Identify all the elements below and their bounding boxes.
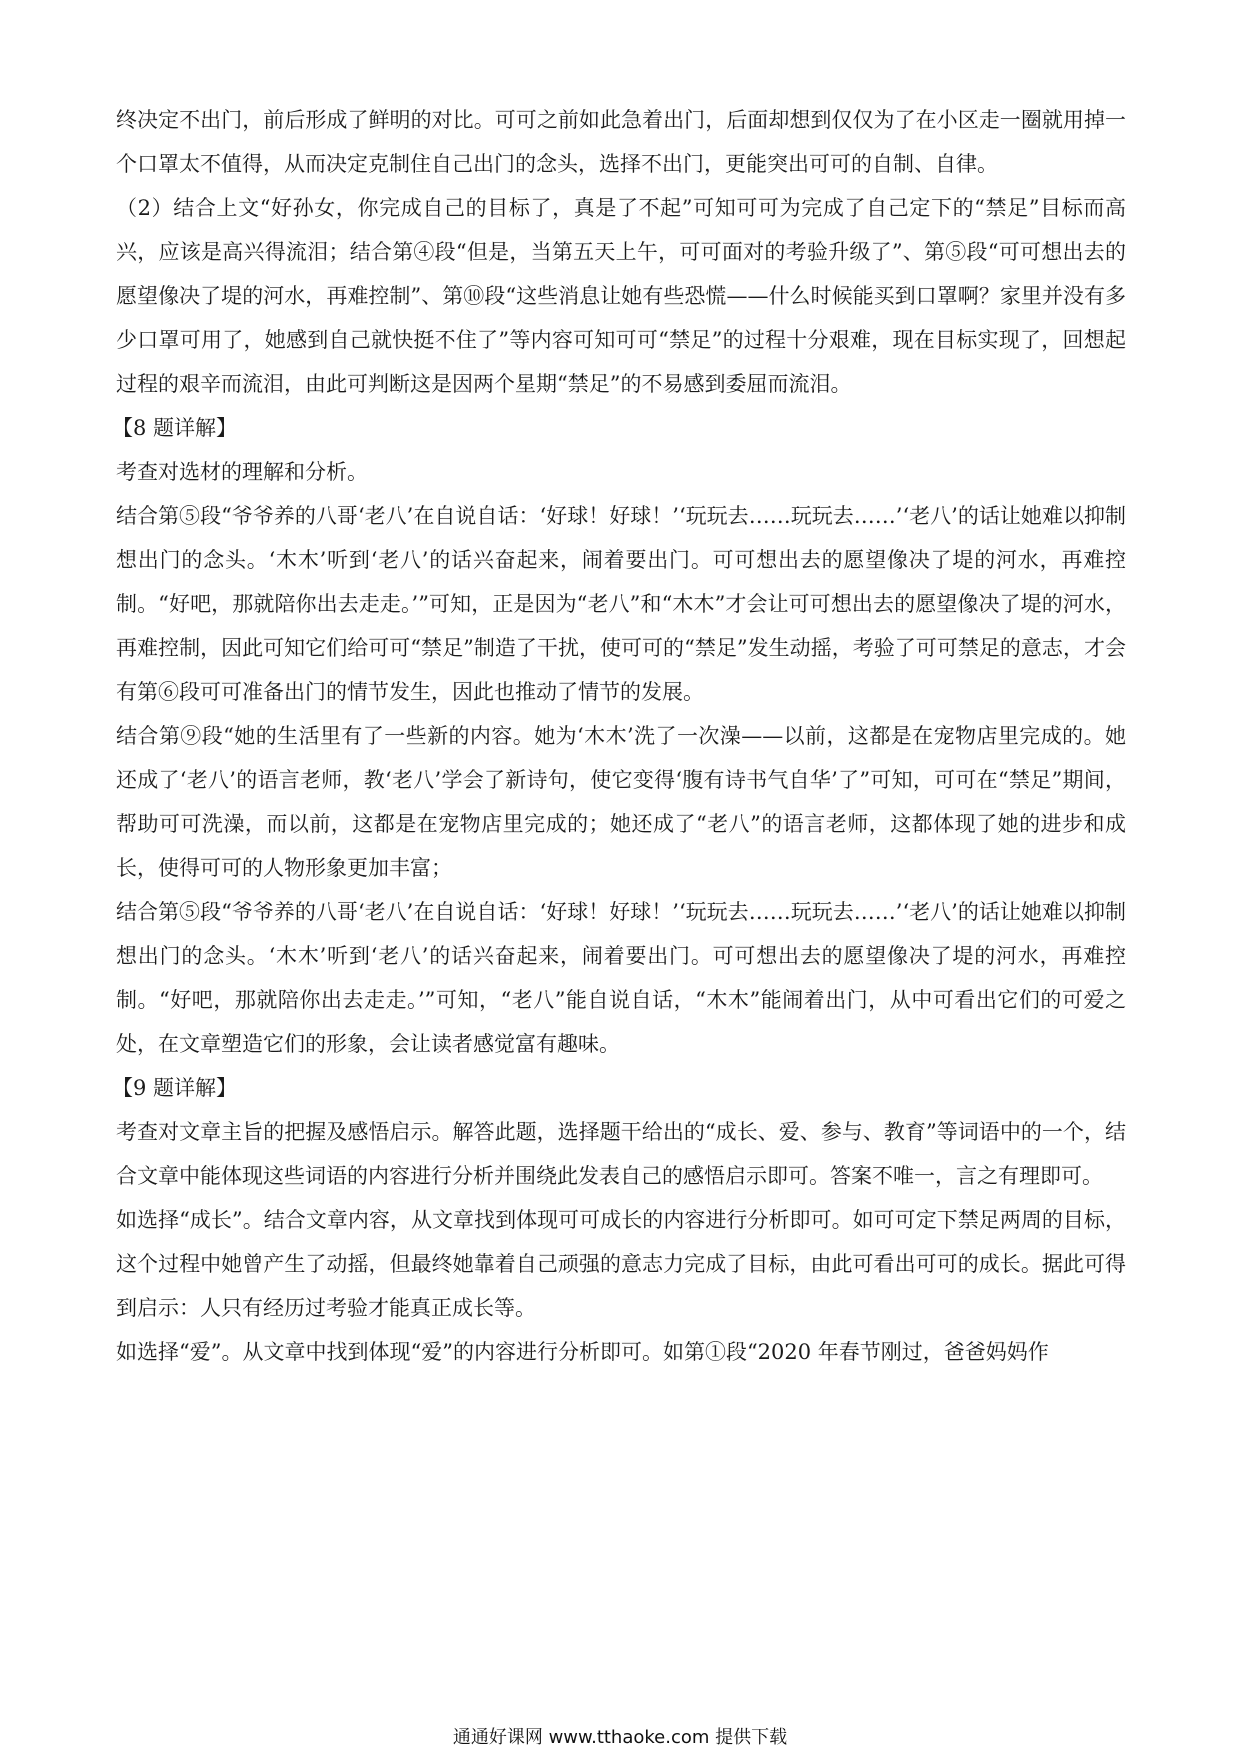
paragraph-7: 考查对文章主旨的把握及感悟启示。解答此题，选择题干给出的“成长、爱、参与、教育”等词语中的一个，结合文章中能体现这些词语的内容进行分析并围绕此发表自己的感悟启示即可。答案不唯一，言之有理即可。 bbox=[116, 1120, 1126, 1188]
paragraph-5: 结合第⑨段“她的生活里有了一些新的内容。她为‘木木’洗了一次澡——以前，这都是在宠物店里完成的。她还成了‘老八’的语言老师，教‘老八’学会了新诗句，使它变得‘腹有诗书气自华’了”可知，可可在“禁足”期间，帮助可可洗澡，而以前，这都是在宠物店里完成的；她还成了“老八”的语言老师，这都体现了她的进步和成长，使得可可的人物形象更加丰富； bbox=[116, 724, 1126, 880]
paragraph-6: 结合第⑤段“爷爷养的八哥‘老八’在自说自话：‘好球！好球！’‘玩玩去……玩玩去……’‘老八’的话让她难以抑制想出门的念头。‘木木’听到‘老八’的话兴奋起来，闹着要出门。可可想出去的愿望像决了堤的河水，再难控制。“好吧，那就陪你出去走走。’”可知，“老八”能自说自话，“木木”能闹着出门，从中可看出它们的可爱之处，在文章塑造它们的形象，会让读者感觉富有趣味。 bbox=[116, 900, 1126, 1056]
section-heading-q8: 【8 题详解】 bbox=[112, 416, 238, 440]
paragraph-1: 终决定不出门，前后形成了鲜明的对比。可可之前如此急着出门，后面却想到仅仅为了在小区走一圈就用掉一个口罩太不值得，从而决定克制住自己出门的念头，选择不出门，更能突出可可的自制、自律。 bbox=[116, 108, 1126, 176]
section-heading-q9: 【9 题详解】 bbox=[112, 1076, 238, 1100]
page-footer: 通通好课网 www.tthaoke.com 提供下载 bbox=[452, 1727, 788, 1748]
paragraph-4: 结合第⑤段“爷爷养的八哥‘老八’在自说自话：‘好球！好球！’‘玩玩去……玩玩去……’‘老八’的话让她难以抑制想出门的念头。‘木木’听到‘老八’的话兴奋起来，闹着要出门。可可想出去的愿望像决了堤的河水，再难控制。“好吧，那就陪你出去走走。’”可知，正是因为“老八”和“木木”才会让可可想出去的愿望像决了堤的河水，再难控制，因此可知它们给可可“禁足”制造了干扰，使可可的“禁足”发生动摇，考验了可可禁足的意志，才会有第⑥段可可准备出门的情节发生，因此也推动了情节的发展。 bbox=[116, 504, 1126, 704]
document-body bbox=[112, 98, 1126, 1374]
paragraph-9: 如选择“爱”。从文章中找到体现“爱”的内容进行分析即可。如第①段“2020 年春节刚过，爸爸妈妈作 bbox=[116, 1340, 1049, 1364]
paragraph-8: 如选择“成长”。结合文章内容，从文章找到体现可可成长的内容进行分析即可。如可可定下禁足两周的目标，这个过程中她曾产生了动摇，但最终她靠着自己顽强的意志力完成了目标，由此可看出可可的成长。据此可得到启示：人只有经历过考验才能真正成长等。 bbox=[116, 1208, 1126, 1320]
paragraph-3: 考查对选材的理解和分析。 bbox=[116, 460, 368, 484]
paragraph-2: （2）结合上文“好孙女，你完成自己的目标了，真是了不起”可知可可为完成了自己定下的“禁足”目标而高兴，应该是高兴得流泪；结合第④段“但是，当第五天上午，可可面对的考验升级了”、第⑤段“可可想出去的愿望像决了堤的河水，再难控制”、第⑩段“这些消息让她有些恐慌——什么时候能买到口罩啊？家里并没有多少口罩可用了，她感到自己就快挺不住了”等内容可知可可“禁足”的过程十分艰难，现在目标实现了，回想起过程的艰辛而流泪，由此可判断这是因两个星期“禁足”的不易感到委屈而流泪。 bbox=[116, 196, 1126, 396]
